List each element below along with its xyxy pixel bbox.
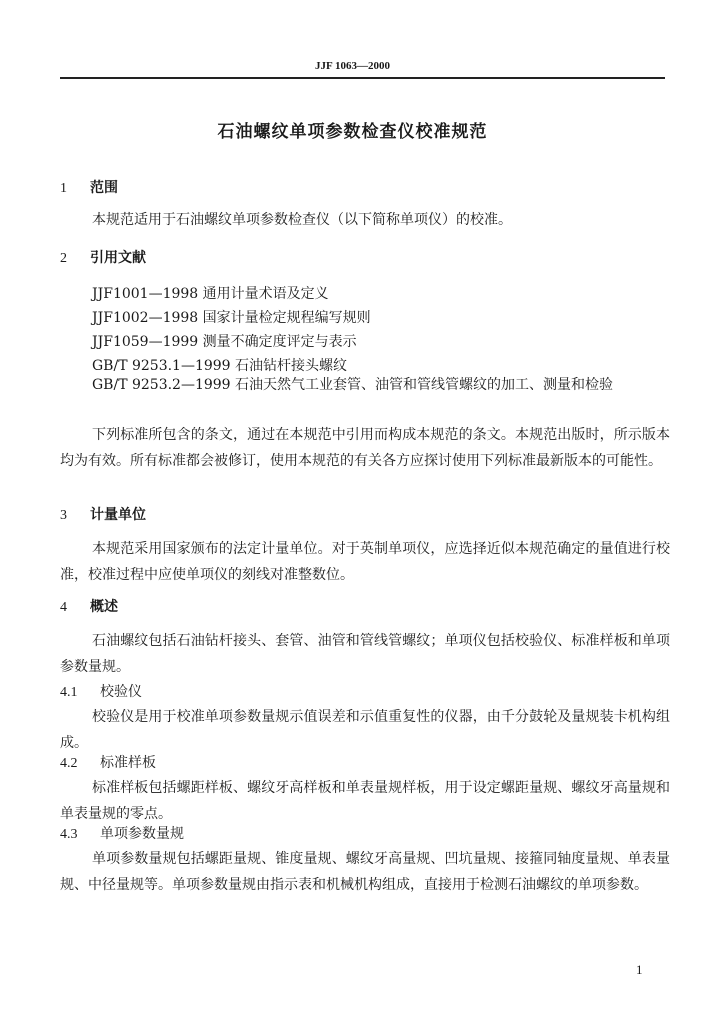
header-rule xyxy=(60,77,665,79)
section-number: 3 xyxy=(60,508,67,523)
reference-item: JJF1002—1998 国家计量检定规程编写规则 xyxy=(92,310,371,326)
subsection-title: 标准样板 xyxy=(100,755,156,771)
subsection-title: 单项参数量规 xyxy=(100,826,184,842)
subsection-title: 校验仪 xyxy=(100,684,142,700)
subsection-number: 4.1 xyxy=(60,685,78,700)
section-3-text: 本规范采用国家颁布的法定计量单位。对于英制单项仪，应选择近似本规范确定的量值进行校准，校准过程中应使单项仪的刻线对准整数位。 xyxy=(60,541,670,583)
reference-item: GB/T 9253.1—1999 石油钻杆接头螺纹 xyxy=(92,358,348,374)
subsection-4-3-heading xyxy=(60,823,670,843)
subsection-4-1-text: 校验仪是用于校准单项参数量规示值误差和示值重复性的仪器，由千分鼓轮及量规装卡机构组成。 xyxy=(60,709,670,751)
section-number: 1 xyxy=(60,181,67,196)
section-1-text: 本规范适用于石油螺纹单项参数检查仪（以下简称单项仪）的校准。 xyxy=(92,212,512,228)
page-number: 1 xyxy=(636,962,643,977)
subsection-4-2-text: 标准样板包括螺距样板、螺纹牙高样板和单表量规样板，用于设定螺距量规、螺纹牙高量规和单表量规的零点。 xyxy=(60,780,670,822)
section-number: 2 xyxy=(60,251,67,266)
section-3-heading xyxy=(60,504,670,524)
section-4-heading xyxy=(60,596,670,616)
reference-item: GB/T 9253.2—1999 石油天然气工业套管、油管和管线管螺纹的加工、测量和检验 xyxy=(92,377,614,393)
subsection-number: 4.3 xyxy=(60,827,78,842)
section-2-heading xyxy=(60,247,670,267)
section-number: 4 xyxy=(60,600,67,615)
section-title: 概述 xyxy=(90,599,118,615)
section-title: 范围 xyxy=(90,180,118,196)
section-title: 计量单位 xyxy=(90,507,146,523)
section-title: 引用文献 xyxy=(90,250,146,266)
reference-item: JJF1001—1998 通用计量术语及定义 xyxy=(92,286,329,302)
section-1-heading xyxy=(60,177,670,197)
header-code: JJF 1063—2000 xyxy=(314,60,391,72)
subsection-4-2-heading xyxy=(60,752,670,772)
subsection-4-3-text: 单项参数量规包括螺距量规、锥度量规、螺纹牙高量规、凹坑量规、接箍同轴度量规、单表量规、中径量规等。单项参数量规由指示表和机械机构组成，直接用于检测石油螺纹的单项参数。 xyxy=(60,851,670,893)
reference-item: JJF1059—1999 测量不确定度评定与表示 xyxy=(92,334,357,350)
section-2-text: 下列标准所包含的条文，通过在本规范中引用而构成本规范的条文。本规范出版时，所示版本均为有效。所有标准都会被修订，使用本规范的有关各方应探讨使用下列标准最新版本的可能性。 xyxy=(60,427,670,469)
subsection-number: 4.2 xyxy=(60,756,78,771)
document-title: 石油螺纹单项参数检查仪校准规范 xyxy=(217,122,488,142)
section-4-text: 石油螺纹包括石油钻杆接头、套管、油管和管线管螺纹；单项仪包括校验仪、标准样板和单项参数量规。 xyxy=(60,633,670,675)
subsection-4-1-heading xyxy=(60,681,670,701)
